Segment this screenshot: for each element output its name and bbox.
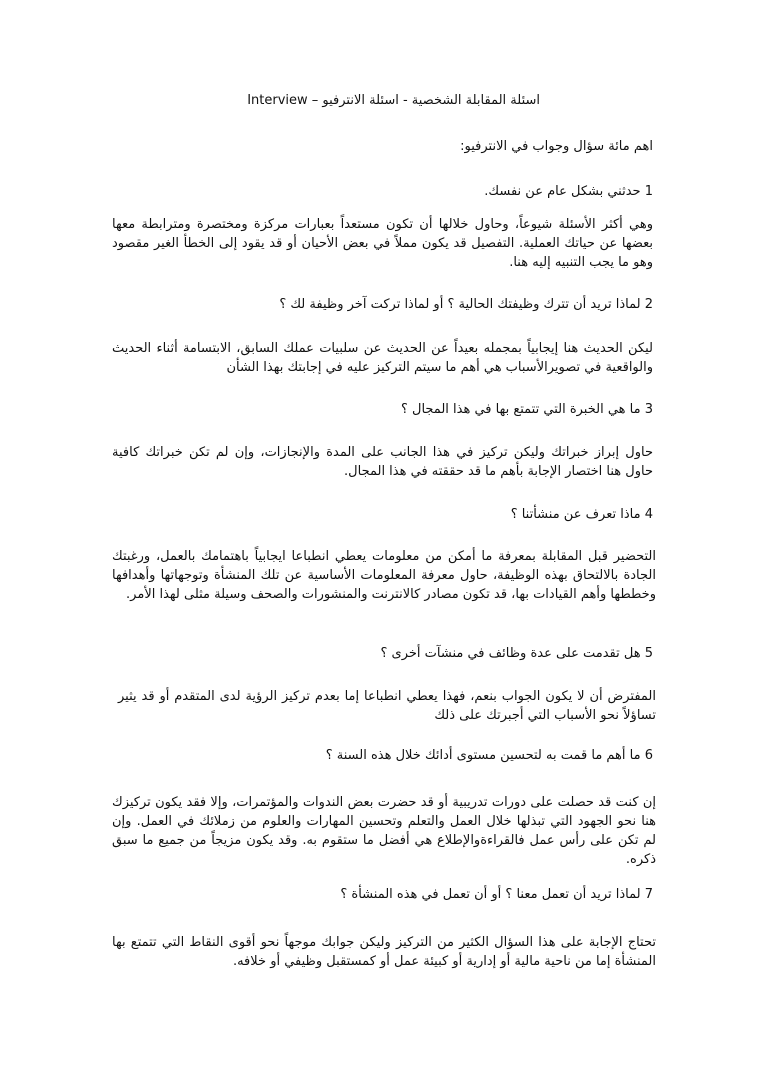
answer-2: ليكن الحديث هنا إيجابياً بمجمله بعيداً عن الحديث عن سلبيات عملك السابق، الابتسامة أثناء الحديث والواقعية في تصويرالأسباب هي أهم ما سيتم التركيز عليه في إجابتك بهذا الشأن (112, 341, 653, 375)
answer-6: إن كنت قد حصلت على دورات تدريبية أو قد حضرت بعض الندوات والمؤتمرات، وإلا فقد يكون تركيزك هنا نحو الجهود التي تبذلها خلال العمل والتعلم وتحسين المهارات والعلوم من زملائك في العمل. وإن لم تكن على رأس عمل فالقراءةوالإطلاع هي أفضل ما ستقوم به. وقد يكون مزيجاً من جميع ما سبق ذكره. (112, 795, 656, 867)
answer-5: المفترض أن لا يكون الجواب بنعم، فهذا يعطي انطباعا إما بعدم تركيز الرؤية لدى المتقدم أو قد يثير تساؤلاً نحو الأسباب التي أجبرتك على ذلك (118, 689, 656, 723)
answer-1: وهي أكثر الأسئلة شيوعاً، وحاول خلالها أن تكون مستعداً بعبارات مركزة ومختصرة ومترابطة معها بعضها عن حياتك العملية. التفصيل قد يكون مملاً في بعض الأحيان أو قد يقود إلى الخطأ الغير مقصود وهو ما يجب التنبيه إليه هنا. (112, 217, 653, 270)
document-intro: اهم مائة سؤال وجواب في الانترفيو: (460, 139, 653, 154)
question-3: 3 ما هي الخبرة التي تتمتع بها في هذا المجال ؟ (400, 402, 653, 417)
question-4: 4 ماذا تعرف عن منشأتنا ؟ (510, 507, 653, 522)
answer-3: حاول إبراز خبراتك وليكن تركيز في هذا الجانب على المدة والإنجازات، وإن لم تكن خبراتك كافية حاول هنا اختصار الإجابة بأهم ما قد حققته في هذا المجال. (112, 445, 653, 479)
document-title: اسئلة المقابلة الشخصية - اسئلة الانترفيو – Interview (247, 93, 540, 108)
question-2: 2 لماذا تريد أن تترك وظيفتك الحالية ؟ أو لماذا تركت آخر وظيفة لك ؟ (279, 297, 653, 312)
answer-4: التحضير قبل المقابلة بمعرفة ما أمكن من معلومات يعطي انطباعا ايجابياً باهتمامك بالعمل، ورغبتك الجادة بالالتحاق بهذه الوظيفة، حاول معرفة المعلومات الأساسية عن تلك المنشأة وتوجهاتها وأهدافها وخططها وأهم القيادات بها، قد تكون مصادر كالانترنت والمنشورات والصحف وسيلة مثلى لهذا الأمر. (112, 549, 656, 602)
question-6: 6 ما أهم ما قمت به لتحسين مستوى أدائك خلال هذه السنة ؟ (325, 748, 653, 763)
question-7: 7 لماذا تريد أن تعمل معنا ؟ أو أن تعمل في هذه المنشأة ؟ (340, 887, 653, 902)
question-5: 5 هل تقدمت على عدة وظائف في منشآت أخرى ؟ (380, 646, 653, 661)
answer-7: تحتاج الإجابة على هذا السؤال الكثير من التركيز وليكن جوابك موجهاً نحو أقوى النقاط التي تتمتع بها المنشأة إما من ناحية مالية أو إدارية أو كبيئة عمل أو كمستقبل وظيفي أو خلافه. (112, 935, 656, 969)
question-1: 1 حدثني بشكل عام عن نفسك. (484, 184, 653, 199)
